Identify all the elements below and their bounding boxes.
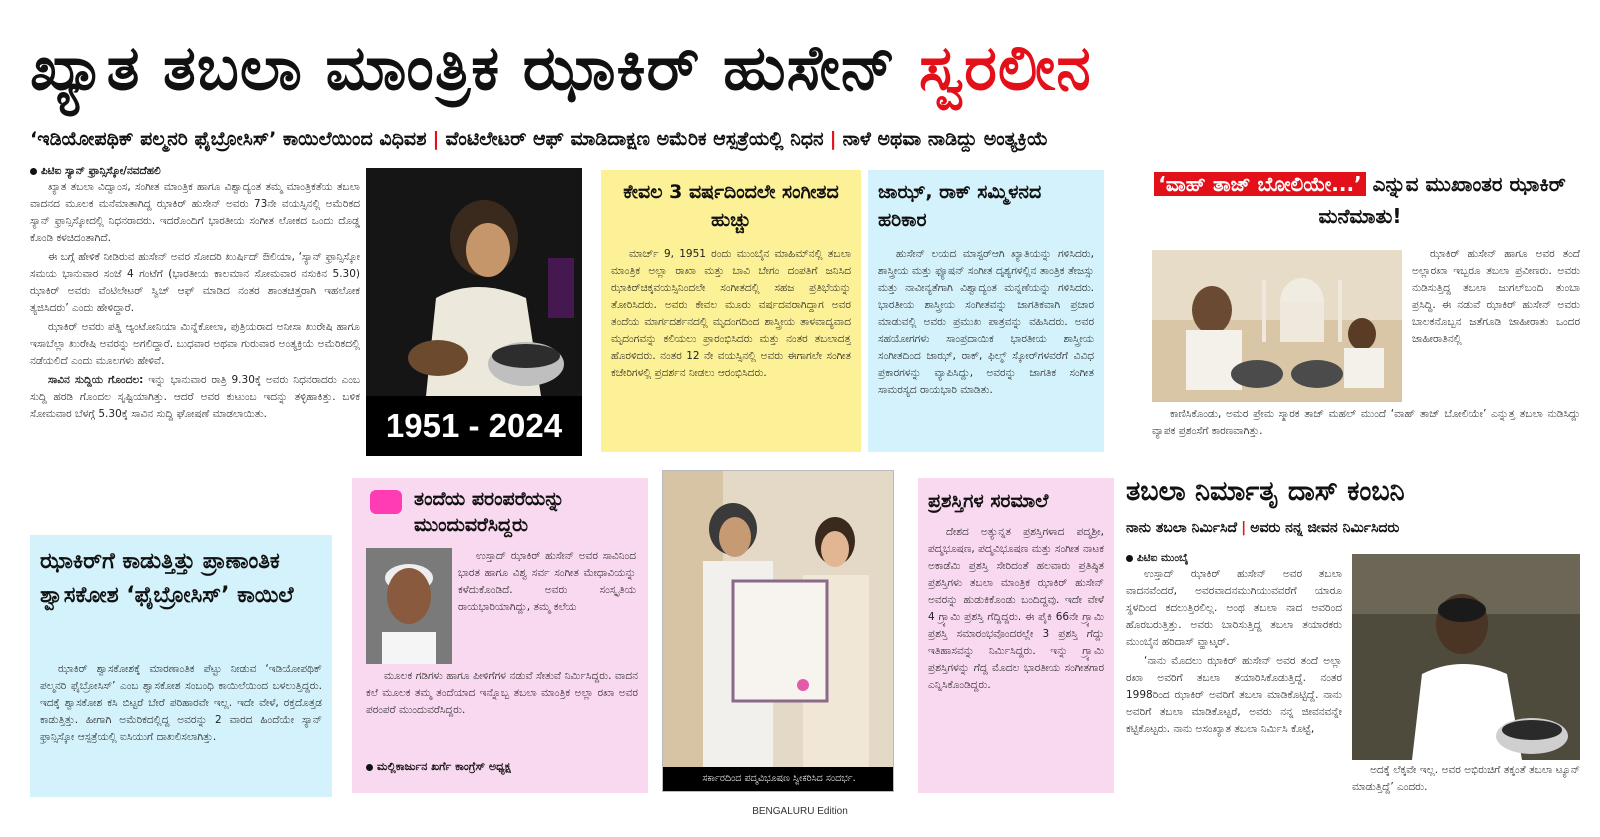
- lead-paragraph: ಖ್ಯಾತ ತಬಲಾ ವಿದ್ವಾಂಸ, ಸಂಗೀತ ಮಾಂತ್ರಿಕ ಹಾಗೂ ವಿಶ್ವಾದ್ಯಂತ ತಮ್ಮ ಮಾಂತ್ರಿಕತೆಯ ತಬಲಾ ವಾದನದ ಮೂಲಕ ಮನೆಮಾತಾಗಿದ್ದ ಝಾಕಿರ್ ಹುಸೇನ್ ಅವರು 73ನೇ ವಯಸ್ಸಿನಲ್ಲಿ ಅಮೆರಿಕದ ಸ್ಯಾನ್ ಫ್ರಾನ್ಸಿಸ್ಕೋದಲ್ಲಿ ನಿಧನರಾದರು. ಇದರೊಂದಿಗೆ ಭಾರತೀಯ ಸಂಗೀತ ಲೋಕದ ಒಂದು ದೊಡ್ಡ ಕೊಂಡಿ ಕಳಚಿದಂತಾಗಿದೆ.: [30, 181, 360, 244]
- fibrosis-box: [30, 535, 332, 797]
- speech-bubble-icon: [370, 490, 402, 514]
- father-legacy-box: [352, 478, 648, 793]
- wah-taj-box: [1140, 168, 1580, 458]
- wah-taj-title: [1140, 168, 1580, 238]
- subhead-separator: |: [829, 128, 837, 150]
- bullet-icon: [1126, 555, 1133, 562]
- headline-main: ಖ್ಯಾತ ತಬಲಾ ಮಾಂತ್ರಿಕ ಝಾಕಿರ್ ಹುಸೇನ್: [30, 31, 897, 104]
- das-photo-text: ಅದಕ್ಕೆ ಲೆಕ್ಕವೇ ಇಲ್ಲ. ಅವರ ಅಭಿರುಚಿಗೆ ತಕ್ಕಂತೆ ತಬಲಾ ಟ್ಯೂನ್ ಮಾಡುತ್ತಿದ್ದೆ’ ಎಂದರು.: [1352, 764, 1580, 793]
- fibrosis-body: ಝಾಕಿರ್ ಶ್ವಾಸಕೋಶಕ್ಕೆ ಮಾರಣಾಂತಿಕ ಪೆಟ್ಟು ನೀಡುವ ‘ಇಡಿಯೋಪಥಿಕ್ ಪಲ್ಮನರಿ ಫೈಬ್ರೋಸಿಸ್’ ಎಂಬ ಶ್ವಾಸಕೋಶ ಸಂಬಂಧಿ ಕಾಯಿಲೆಯಿಂದ ಬಳಲುತ್ತಿದ್ದರು. ಇದಕ್ಕೆ ಶ್ವಾಸಕೋಶ ಕಸಿ ಬಿಟ್ಟರೆ ಬೇರೆ ಪರಿಹಾರವೇ ಇಲ್ಲ. ಇದೇ ವೇಳೆ, ರಕ್ತದೊತ್ತಡ ಕಾಡುತ್ತಿತ್ತು. ಹೀಗಾಗಿ ಅಮೆರಿಕದಲ್ಲಿದ್ದ ಅವರನ್ನು 2 ವಾರದ ಹಿಂದೆಯೇ ಸ್ಯಾನ್ ಫ್ರಾನ್ಸಿಸ್ಕೋ ಆಸ್ಪತ್ರೆಯಲ್ಲಿ ಐಸಿಯುಗೆ ದಾಖಲಿಸಲಾಗಿತ್ತು.: [40, 663, 322, 743]
- headline-red: ಸ್ವರಲೀನ: [919, 31, 1092, 104]
- lead-body: [30, 179, 360, 515]
- taj-mahal-ad-photo: [1152, 250, 1402, 402]
- wah-taj-title-rest: ಎನ್ನುವ ಮುಖಾಂತರ ಝಾಕಿರ್ ಮನೆಮಾತು!: [1318, 172, 1566, 228]
- subhead-part2: ವೆಂಟಿಲೇಟರ್ ಆಫ್ ಮಾಡಿದಾಕ್ಷಣ ಅಮೆರಿಕ ಆಸ್ಪತ್ರೆಯಲ್ಲಿ ನಿಧನ: [445, 128, 824, 150]
- subhead-separator: |: [432, 128, 440, 150]
- bullet-icon: [366, 764, 373, 771]
- wah-taj-side-text: ಝಾಕಿರ್ ಹುಸೇನ್ ಹಾಗೂ ಅವರ ತಂದೆ ಅಲ್ಲಾರಖಾ ಇಬ್ಬರೂ ತಬಲಾ ಪ್ರವೀಣರು. ಅವರು ನುಡಿಸುತ್ತಿದ್ದ ತಬಲಾ ಜುಗಲ್‌ಬಂದಿ ತುಂಬಾ ಪ್ರಸಿದ್ಧಿ. ಈ ನಡುವೆ ಝಾಕಿರ್ ಹುಸೇನ್ ಅವರು ಬಾಲಕನೊಬ್ಬನ ಜತೆಗೂಡಿ ಜಾಹೀರಾತು ಒಂದರ ಜಾಹೀರಾತಿನಲ್ಲಿ: [1412, 248, 1580, 345]
- zakir-hussain-photo: [366, 168, 582, 456]
- awards-title: ಪ್ರಶಸ್ತಿಗಳ ಸರಮಾಲೆ: [928, 490, 1049, 512]
- das-body: ಉಸ್ತಾದ್ ಝಾಕಿರ್ ಹುಸೇನ್ ಅವರ ತಬಲಾ ವಾದನವೆಂದರೆ, ಅವರವಾದನಮುಗಿಯುವವರೆಗೆ ಯಾರೂ ಸ್ಥಳದಿಂದ ಕದಲುತ್ತಿರಲಿಲ್ಲ. ಅಂಥ ತಬಲಾ ನಾದ ಅವರಿಂದ ಹೊರಬರುತ್ತಿತ್ತು. ಅವರು ಬಾರಿಸುತ್ತಿದ್ದ ತಬಲಾ ತಯಾರಕರು ಮುಂಬೈನ ಹರಿದಾಸ್ ವ್ಹಾಟ್ಕರ್. ‘ನಾನು ಮೊದಲು ಝಾಕಿರ್ ಹುಸೇನ್ ಅವರ ತಂದೆ ಅಲ್ಲಾ ರಖಾ ಅವರಿಗೆ ತಬಲಾ ತಯಾರಿಸಿಕೊಡುತ್ತಿದ್ದೆ. ನಂತರ 1998ರಿಂದ ಝಾಕಿರ್ ಅವರಿಗೆ ತಬಲಾ ಮಾಡಿಕೊಟ್ಟಿದ್ದೆ. ನಾನು ಅವರಿಗೆ ತಬಲಾ ಮಾಡಿಕೊಟ್ಟರೆ, ಅವರು ನನ್ನ ಜೀವನವನ್ನೇ ಕಟ್ಟಿಕೊಟ್ಟರು. ನಾನು ಅಸಂಖ್ಯಾತ ತಬಲಾ ನಿರ್ಮಿಸಿ ಕೊಟ್ಟೆ,: [1126, 568, 1342, 735]
- award-photo-caption: ಸರ್ಕಾರದಿಂದ ಪದ್ಮವಿಭೂಷಣ ಸ್ವೀಕರಿಸಿದ ಸಂದರ್ಭ.: [663, 767, 894, 791]
- wah-taj-bottom-text: ಕಾಣಿಸಿಕೊಂಡು, ಅಮರ ಪ್ರೇಮ ಸ್ಮಾರಕ ತಾಜ್ ಮಹಲ್ ಮುಂದೆ ‘ವಾಹ್ ತಾಜ್ ಬೋಲಿಯೇ’ ಎನ್ನುತ್ತ ತಬಲಾ ನುಡಿಸಿದ್ದು ವ್ಯಾಪಕ ಪ್ರಶಂಸೆಗೆ ಕಾರಣವಾಗಿತ್ತು.: [1152, 408, 1580, 437]
- lead-story: [30, 163, 360, 515]
- life-years: 1951 - 2024: [366, 396, 582, 456]
- quote-attribution: ಮಲ್ಲಿಕಾರ್ಜುನ ಖರ್ಗೆ ಕಾಂಗ್ರೆಸ್ ಅಧ್ಯಕ್ಷ: [366, 760, 638, 774]
- edition-label: BENGALURU Edition: [752, 806, 848, 817]
- das-byline: ಪಿಟಿಐ ಮುಂಬೈ: [1126, 550, 1342, 566]
- fibrosis-title: ಝಾಕಿರ್‌ಗೆ ಕಾಡುತ್ತಿತ್ತು ಪ್ರಾಣಾಂತಿಕ ಶ್ವಾಸಕೋಶ ‘ಫೈಬ್ರೋಸಿಸ್’ ಕಾಯಿಲೆ: [40, 549, 294, 608]
- lead-paragraph: ಈ ಬಗ್ಗೆ ಹೇಳಿಕೆ ನೀಡಿರುವ ಹುಸೇನ್ ಅವರ ಸೋದರಿ ಖುರ್ಷಿದ್ ಔಲಿಯಾ, ‘ಸ್ಯಾನ್ ಫ್ರಾನ್ಸಿಸ್ಕೋ ಸಮಯ ಭಾನುವಾರ ಸಂಜೆ 4 ಗಂಟೆಗೆ (ಭಾರತೀಯ ಕಾಲಮಾನ ಸೋಮವಾರ ನಸುಕಿನ 5.30) ಝಾಕಿರ್ ಅವರು ವೆಂಟಿಲೇಟರ್ ಸ್ವಿಚ್ ಆಫ್ ಮಾಡಿದ ನಂತರ ಶಾಂತಚಿತ್ತರಾಗಿ ಇಹಲೋಕ ತ್ಯಜಿಸಿದರು’ ಎಂದು ಹೇಳಿದ್ದಾರೆ.: [30, 251, 360, 314]
- early-years-box: [601, 170, 861, 452]
- awards-body: ದೇಶದ ಅತ್ಯುನ್ನತ ಪ್ರಶಸ್ತಿಗಳಾದ ಪದ್ಮಶ್ರೀ, ಪದ್ಮಭೂಷಣ, ಪದ್ಮವಿಭೂಷಣ ಮತ್ತು ಸಂಗೀತ ನಾಟಕ ಅಕಾಡೆಮಿ ಪ್ರಶಸ್ತಿ ಸೇರಿದಂತೆ ಹಲವಾರು ಪ್ರತಿಷ್ಠಿತ ಪ್ರಶಸ್ತಿಗಳು ತಬಲಾ ಮಾಂತ್ರಿಕ ಝಾಕಿರ್ ಹುಸೇನ್ ಅವರನ್ನು ಹುಡುಕಿಕೊಂಡು ಬಂದಿದ್ದವು. ಇದೇ ವೇಳೆ 4 ಗ್ರ್ಯಾಮಿ ಪ್ರಶಸ್ತಿ ಗೆದ್ದಿದ್ದರು. ಈ ಪೈಕಿ 66ನೇ ಗ್ರ್ಯಾಮಿ ಪ್ರಶಸ್ತಿ ಸಮಾರಂಭವೊಂದರಲ್ಲೇ 3 ಪ್ರಶಸ್ತಿ ಗೆದ್ದು ಇತಿಹಾಸವನ್ನು ನಿರ್ಮಿಸಿದ್ದರು. ಇನ್ನು ಗ್ರ್ಯಾಮಿ ಪ್ರಶಸ್ತಿಗಳನ್ನು ಗೆದ್ದ ಮೊದಲ ಭಾರತೀಯ ಸಂಗೀತಗಾರ ಎನ್ನಿಸಿಕೊಂಡಿದ್ದರು.: [928, 526, 1104, 691]
- early-years-title: ಕೇವಲ 3 ವರ್ಷದಿಂದಲೇ ಸಂಗೀತದ ಹುಚ್ಚು: [623, 181, 839, 231]
- haridas-photo: [1352, 554, 1580, 760]
- subhead: [30, 122, 1580, 156]
- fusion-body: ಹುಸೇನ್ ಲಯದ ಮಾಸ್ಟರ್‌ಆಗಿ ಖ್ಯಾತಿಯನ್ನು ಗಳಿಸಿದರು, ಶಾಸ್ತ್ರೀಯ ಮತ್ತು ಫ್ಯೂಷನ್ ಸಂಗೀತ ದೃಶ್ಯಗಳಲ್ಲಿನ ತಾಂತ್ರಿಕ ತೇಜಸ್ಸು ಮತ್ತು ನಾವೀನ್ಯತೆಗಾಗಿ ವಿಶ್ವಾದ್ಯಂತ ಮನ್ನಣೆಯನ್ನು ಗಳಿಸಿದರು. ಭಾರತೀಯ ಶಾಸ್ತ್ರೀಯ ಸಂಗೀತವನ್ನು ಜಾಗತಿಕವಾಗಿ ಪ್ರಚಾರ ಮಾಡುವಲ್ಲಿ ಅವರು ಪ್ರಮುಖ ಪಾತ್ರವನ್ನು ವಹಿಸಿದರು. ಅವರ ಸಹಯೋಗಗಳು ಸಾಂಪ್ರದಾಯಿಕ ಭಾರತೀಯ ಶಾಸ್ತ್ರೀಯ ಸಂಗೀತದಿಂದ ಜಾಝ್, ರಾಕ್, ಫಿಲ್ಮ್ ಸ್ಕೋರ್‌ಗಳವರೆಗೆ ವಿವಿಧ ಪ್ರಕಾರಗಳನ್ನು ವ್ಯಾಪಿಸಿದ್ದು, ಅವರನ್ನು ಜಾಗತಿಕ ಸಂಗೀತ ಸಾಮರಸ್ಯದ ರಾಯಭಾರಿ ಮಾಡಿತು.: [878, 248, 1094, 396]
- padma-vibhushan-photo: [662, 470, 894, 792]
- wah-taj-highlight: ‘ವಾಹ್ ತಾಜ್ ಬೋಲಿಯೇ...’: [1154, 172, 1365, 196]
- headline: [30, 18, 1575, 118]
- das-story: [1126, 550, 1342, 786]
- lead-paragraph: ಝಾಕಿರ್ ಅವರು ಪತ್ನಿ ಆ್ಯಂಟೋನಿಯಾ ಮಿನ್ನೆಕೋಲಾ, ಪುತ್ರಿಯರಾದ ಅನೀಸಾ ಖುರೇಷಿ ಹಾಗೂ ಇಸಾಬೆಲ್ಲಾ ಖುರೇಷಿ ಅವರನ್ನು ಅಗಲಿದ್ದಾರೆ. ಬುಧವಾರ ಅಥವಾ ಗುರುವಾರ ಅಂತ್ಯಕ್ರಿಯೆ ಅಮೆರಿಕದಲ್ಲಿ ನಡೆಯಲಿದೆ ಎಂದು ಮೂಲಗಳು ಹೇಳಿವೆ.: [30, 321, 360, 367]
- subhead-part1: ‘ಇಡಿಯೋಪಥಿಕ್ ಪಲ್ಮನರಿ ಫೈಬ್ರೋಸಿಸ್’ ಕಾಯಿಲೆಯಿಂದ ವಿಧಿವಶ: [30, 128, 427, 150]
- das-subtitle: ನಾನು ತಬಲಾ ನಿರ್ಮಿಸಿದೆ | ಅವರು ನನ್ನ ಜೀವನ ನಿರ್ಮಿಸಿದರು: [1126, 520, 1400, 536]
- tabla-performer-illustration: [366, 168, 582, 396]
- kharge-photo: [366, 548, 452, 664]
- lead-byline: ಪಿಟಿಐ ಸ್ಯಾನ್ ಫ್ರಾನ್ಸಿಸ್ಕೋ/ನವದೆಹಲಿ: [30, 163, 360, 179]
- father-legacy-side: ಉಸ್ತಾದ್ ಝಾಕಿರ್ ಹುಸೇನ್ ಅವರ ಸಾವಿನಿಂದ ಭಾರತ ಹಾಗೂ ವಿಶ್ವ ಸರ್ವ ಸಂಗೀತ ಮೇಧಾವಿಯನ್ನು ಕಳೆದುಕೊಂಡಿದೆ. ಅವರು ಸಂಸ್ಕೃತಿಯ ರಾಯಭಾರಿಯಾಗಿದ್ದು, ತಮ್ಮ ಕಲೆಯ: [458, 550, 636, 613]
- father-legacy-lower: ಮೂಲಕ ಗಡಿಗಳು ಹಾಗೂ ಪೀಳಿಗೆಗಳ ನಡುವೆ ಸೇತುವೆ ನಿರ್ಮಿಸಿದ್ದರು. ವಾದನ ಕಲೆ ಮೂಲಕ ತಮ್ಮ ತಂದೆಯಾದ ಇನ್ನೊಬ್ಬ ತಬಲಾ ಮಾಂತ್ರಿಕ ಅಲ್ಲಾ ರಖಾ ಅವರ ಪರಂಪರೆ ಮುಂದುವರೆಸಿದ್ದರು.: [366, 670, 638, 716]
- awards-box: [918, 478, 1114, 793]
- early-years-body: ಮಾರ್ಚ್ 9, 1951 ರಂದು ಮುಂಬೈನ ಮಾಹಿಮ್‌ನಲ್ಲಿ ತಬಲಾ ಮಾಂತ್ರಿಕ ಅಲ್ಲಾ ರಾಖಾ ಮತ್ತು ಬಾವಿ ಬೇಗಂ ದಂಪತಿಗೆ ಜನಿಸಿದ ಝಾಕಿರ್‌ಚಿಕ್ಕವಯಸ್ಸಿನಿಂದಲೇ ಸಂಗೀತದಲ್ಲಿ ಸಹಜ ಪ್ರತಿಭೆಯನ್ನು ತೋರಿಸಿದರು. ಅವರು ಕೇವಲ ಮೂರು ವರ್ಷದವರಾಗಿದ್ದಾಗ ಅವರ ತಂದೆಯ ಮಾರ್ಗದರ್ಶನದಲ್ಲಿ ಮೃದಂಗದಿಂದ ಶಾಸ್ತ್ರೀಯ ತಾಳವಾದ್ಯವಾದ ಮೃದಂಗವನ್ನು ಕಲಿಯಲು ಪ್ರಾರಂಭಿಸಿದರು ಮತ್ತು ನಂತರ ತಬಲಾದತ್ತ ಹೊರಳಿದರು. ನಂತರ 12 ನೇ ವಯಸ್ಸಿನಲ್ಲಿ ಅವರು ಈಗಾಗಲೇ ಸಂಗೀತ ಕಚೇರಿಗಳಲ್ಲಿ ಪ್ರದರ್ಶನ ನೀಡಲು ಆರಂಭಿಸಿದರು.: [611, 248, 851, 379]
- das-title: ತಬಲಾ ನಿರ್ಮಾತೃ ದಾಸ್ ಕಂಬನಿ: [1126, 476, 1405, 507]
- lead-paragraph: ಸಾವಿನ ಸುದ್ದಿಯ ಗೊಂದಲ: ಇನ್ನು ಭಾನುವಾರ ರಾತ್ರಿ 9.30ಕ್ಕೆ ಅವರು ನಿಧನರಾದರು ಎಂಬ ಸುದ್ದಿ ಹರಡಿ ಗೊಂದಲ ಸೃಷ್ಟಿಯಾಗಿತ್ತು. ಆದರೆ ಅವರ ಕುಟುಂಬ ಇದನ್ನು ತಳ್ಳಿಹಾಕಿತ್ತು. ಬಳಿಕ ಸೋಮವಾರ ಬೆಳಗ್ಗೆ 5.30ಕ್ಕೆ ಸಾವಿನ ಸುದ್ದಿ ಘೋಷಣೆ ಮಾಡಲಾಯಿತು.: [30, 374, 360, 420]
- bullet-icon: [30, 168, 37, 175]
- subhead-part3: ನಾಳೆ ಅಥವಾ ನಾಡಿದ್ದು ಅಂತ್ಯಕ್ರಿಯೆ: [842, 128, 1049, 150]
- fusion-box: [868, 170, 1104, 452]
- father-legacy-title: ತಂದೆಯ ಪರಂಪರೆಯನ್ನು ಮುಂದುವರೆಸಿದ್ದರು: [364, 486, 636, 542]
- tabla-maker-das-box: [1126, 472, 1582, 802]
- fusion-title: ಜಾಝ್, ರಾಕ್ ಸಮ್ಮಿಳನದ ಹರಿಕಾರ: [878, 181, 1042, 231]
